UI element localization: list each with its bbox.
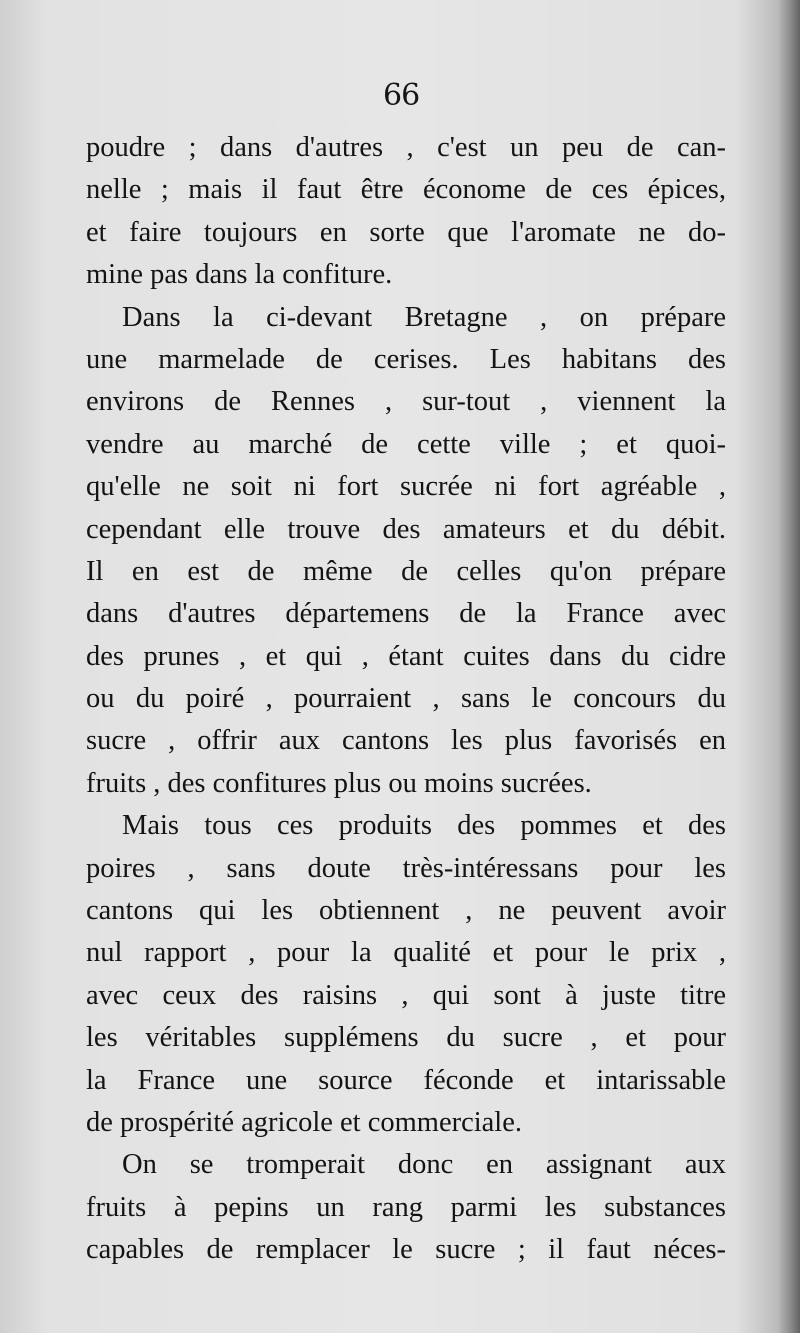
text-line: ou du poiré , pourraient , sans le concours du [86,683,726,715]
text-line: cantons qui les obtiennent , ne peuvent avoir [86,895,726,927]
text-line: Il en est de même de celles qu'on prépare [86,555,726,587]
text-line: qu'elle ne soit ni fort sucrée ni fort agréable , [86,471,726,503]
text-line: dans d'autres départemens de la France avec [86,598,726,630]
text-line: sucre , offrir aux cantons les plus favorisés en [86,725,726,757]
text-line: poudre ; dans d'autres , c'est un peu de can- [86,132,726,163]
text-line: environs de Rennes , sur-tout , viennent la [86,386,726,418]
text-line: fruits à pepins un rang parmi les substances [86,1191,726,1223]
text-line: la France une source féconde et intarissable [86,1064,726,1096]
text-line: fruits , des confitures plus ou moins sucrées. [86,767,592,799]
text-line: nul rapport , pour la qualité et pour le prix , [86,937,726,969]
text-line: de prospérité agricole et commerciale. [86,1106,522,1138]
text-line: Dans la ci-devant Bretagne , on prépare [122,301,726,333]
text-line: poires , sans doute très-intéressans pour les [86,852,726,884]
page-number: 66 [383,78,420,113]
text-line: nelle ; mais il faut être économe de ces épices, [86,174,726,206]
text-line: mine pas dans la confiture. [86,259,393,291]
text-line: et faire toujours en sorte que l'aromate ne do- [86,216,726,248]
text-line: On se tromperait donc en assignant aux [122,1149,726,1181]
text-line: une marmelade de cerises. Les habitans des [86,343,726,375]
text-line: cependant elle trouve des amateurs et du débit. [86,513,726,545]
text-line: vendre au marché de cette ville ; et quoi- [86,428,726,460]
text-line: Mais tous ces produits des pommes et des [122,810,726,842]
text-line: avec ceux des raisins , qui sont à juste titre [86,979,726,1011]
text-line: capables de remplacer le sucre ; il faut néces- [86,1234,726,1266]
text-line: des prunes , et qui , étant cuites dans du cidre [86,640,726,672]
text-line: les véritables supplémens du sucre , et pour [86,1022,726,1054]
body-text [86,127,726,1272]
page-edge-shadow [778,0,800,1333]
